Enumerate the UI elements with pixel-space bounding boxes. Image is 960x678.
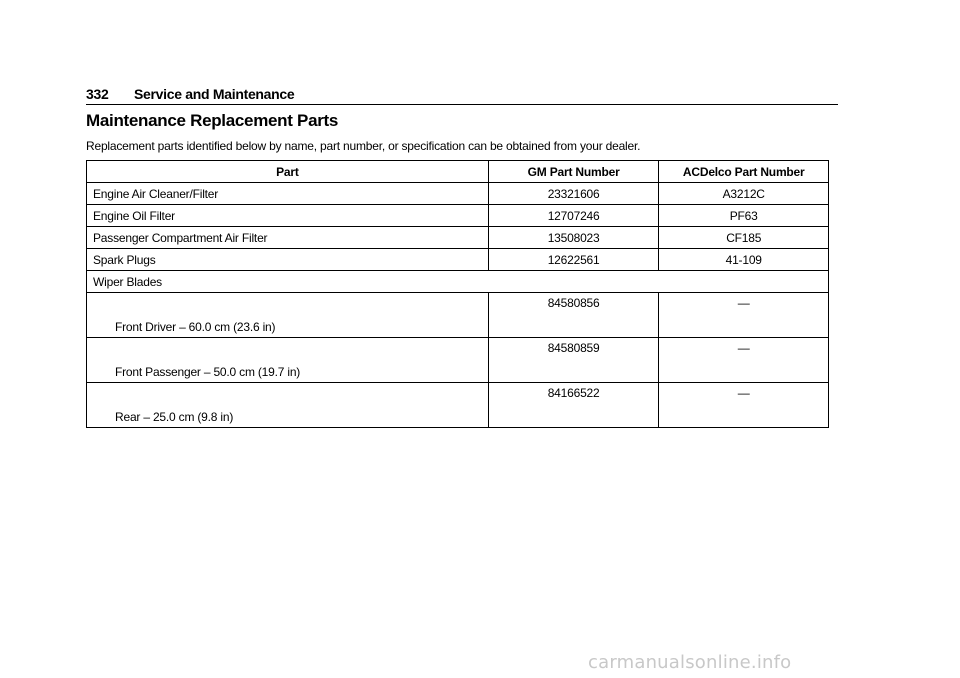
part-name: Engine Air Cleaner/Filter xyxy=(87,183,489,205)
page-number: 332 xyxy=(86,86,109,102)
column-header-acdelco-part-number: ACDelco Part Number xyxy=(659,161,829,183)
gm-part-number: 84580856 xyxy=(488,293,659,338)
part-name: Engine Oil Filter xyxy=(87,205,489,227)
page-title: Maintenance Replacement Parts xyxy=(86,111,339,130)
part-name: Spark Plugs xyxy=(87,249,489,271)
watermark: carmanualsonline.info xyxy=(588,652,792,673)
acdelco-part-number: — xyxy=(659,383,829,428)
part-name: Front Driver – 60.0 cm (23.6 in) xyxy=(87,293,489,338)
column-header-gm-part-number: GM Part Number xyxy=(488,161,659,183)
page-header xyxy=(86,84,838,105)
table-header-row xyxy=(87,161,829,183)
parts-table xyxy=(86,160,829,428)
section-title: Service and Maintenance xyxy=(134,86,295,102)
table-group-row xyxy=(87,271,829,293)
intro-text: Replacement parts identified below by name, part number, or specification can be obtained from your dealer. xyxy=(86,139,641,153)
table-row xyxy=(87,183,829,205)
gm-part-number: 12707246 xyxy=(488,205,659,227)
part-name: Passenger Compartment Air Filter xyxy=(87,227,489,249)
table-row xyxy=(87,293,829,338)
acdelco-part-number: PF63 xyxy=(659,205,829,227)
group-label-wiper-blades: Wiper Blades xyxy=(87,271,829,293)
gm-part-number: 84166522 xyxy=(488,383,659,428)
table-row xyxy=(87,338,829,383)
column-header-part: Part xyxy=(87,161,489,183)
table-row xyxy=(87,227,829,249)
gm-part-number: 84580859 xyxy=(488,338,659,383)
part-name: Rear – 25.0 cm (9.8 in) xyxy=(87,383,489,428)
table-row xyxy=(87,383,829,428)
acdelco-part-number: 41-109 xyxy=(659,249,829,271)
part-name: Front Passenger – 50.0 cm (19.7 in) xyxy=(87,338,489,383)
table-row xyxy=(87,205,829,227)
acdelco-part-number: A3212C xyxy=(659,183,829,205)
acdelco-part-number: — xyxy=(659,293,829,338)
table-row xyxy=(87,249,829,271)
gm-part-number: 13508023 xyxy=(488,227,659,249)
gm-part-number: 23321606 xyxy=(488,183,659,205)
gm-part-number: 12622561 xyxy=(488,249,659,271)
acdelco-part-number: — xyxy=(659,338,829,383)
acdelco-part-number: CF185 xyxy=(659,227,829,249)
